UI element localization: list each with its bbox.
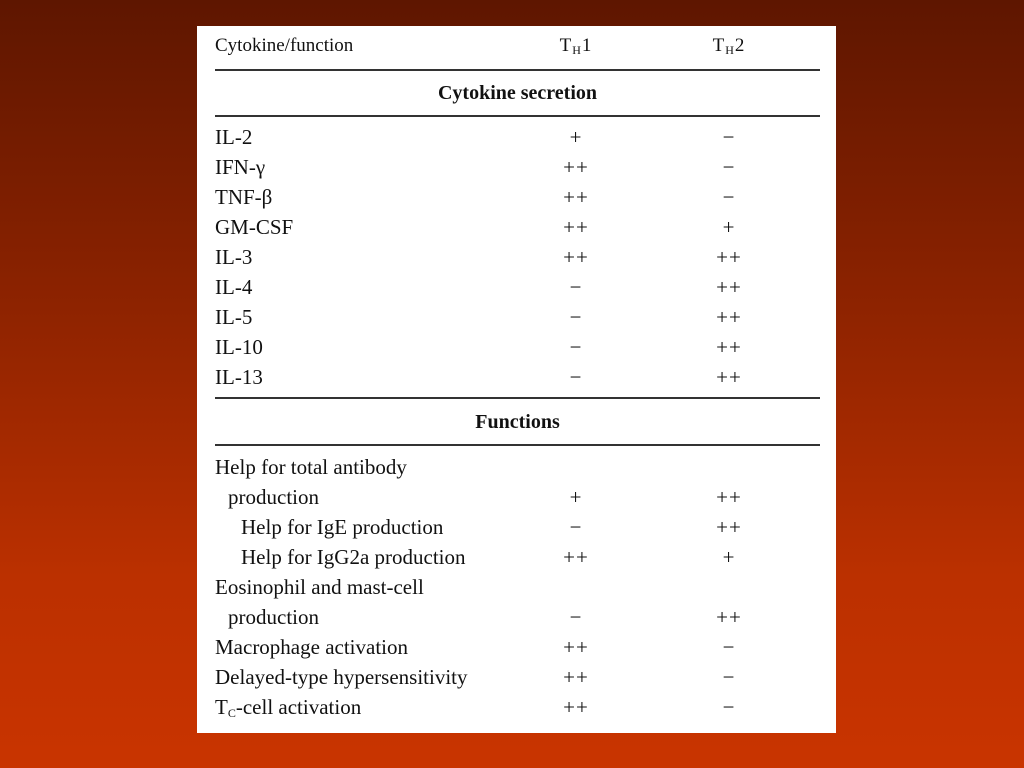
column-header-th1 [536,31,616,61]
row-label: IFN-γ [215,155,266,179]
th2-suffix: 2 [734,35,746,56]
table-row [215,152,820,182]
divider [215,115,820,117]
row-label [215,692,361,722]
th2-value: − [722,635,736,659]
th1-value: + [569,125,583,149]
th1-value: − [569,305,583,329]
th2-value: − [722,695,736,719]
row-label: Eosinophil and mast-cell [215,575,424,599]
th2-value: ++ [716,305,742,329]
table-row [215,452,820,482]
th1-value: ++ [563,185,589,209]
th2-value: − [722,185,736,209]
row-label: IL-10 [215,335,263,359]
row-label: Help for total antibody [215,455,407,479]
table-row [215,122,820,152]
row-label: production [228,605,319,629]
column-header-th2 [689,31,769,61]
th2-value: ++ [716,485,742,509]
divider [215,69,820,71]
row-label: Help for IgG2a production [241,545,466,569]
row-label: TNF-β [215,185,273,209]
th2-value: ++ [716,605,742,629]
row-label: IL-13 [215,365,263,389]
table-row [215,242,820,272]
table-row [215,272,820,302]
th2-value: ++ [716,245,742,269]
tc-rest: -cell activation [235,695,362,719]
tc-subscript: C [227,706,236,720]
row-label: production [228,485,319,509]
th1-value: ++ [563,695,589,719]
th2-value: ++ [716,335,742,359]
th1-value: − [569,515,583,539]
table-row [215,302,820,332]
th2-letter: T [712,35,726,56]
row-label: IL-4 [215,275,253,299]
row-label: Macrophage activation [215,635,408,659]
table-row [215,572,820,602]
th2-value: − [722,665,736,689]
divider [215,397,820,399]
th2-value: ++ [716,275,742,299]
table-row [215,362,820,392]
th2-value: ++ [716,365,742,389]
table-card [197,26,836,733]
column-header-row [215,31,820,61]
th1-suffix: 1 [581,35,593,56]
section-title-secretion: Cytokine secretion [437,82,598,104]
section-title-functions: Functions [475,411,560,433]
tc-letter: T [215,695,228,719]
th1-value: + [569,485,583,509]
row-label: Help for IgE production [241,515,444,539]
divider [215,444,820,446]
th2-subscript: H [725,43,735,57]
th1-value: ++ [563,635,589,659]
th1-letter: T [559,35,573,56]
th1-value: − [569,335,583,359]
th1-value: ++ [563,245,589,269]
table-row [215,662,820,692]
row-label: IL-5 [215,305,253,329]
table-row [215,332,820,362]
row-label: Delayed-type hypersensitivity [215,665,468,689]
th1-subscript: H [572,43,582,57]
th1-value: − [569,605,583,629]
table-row [215,602,820,632]
table-row [215,692,820,722]
table-row [215,182,820,212]
th1-value: − [569,275,583,299]
table-row [215,542,820,572]
column-header-cytokine: Cytokine/function [215,35,354,56]
th1-value: ++ [563,665,589,689]
row-label: GM-CSF [215,215,294,239]
row-label: IL-3 [215,245,253,269]
th2-value: + [722,545,736,569]
th2-value: − [722,155,736,179]
table-row [215,482,820,512]
th2-value: − [722,125,736,149]
table-row [215,632,820,662]
table-row [215,212,820,242]
th1-value: ++ [563,215,589,239]
th1-value: ++ [563,545,589,569]
th2-value: + [722,215,736,239]
th2-value: ++ [716,515,742,539]
table-row [215,512,820,542]
row-label: IL-2 [215,125,253,149]
th1-value: ++ [563,155,589,179]
th1-value: − [569,365,583,389]
